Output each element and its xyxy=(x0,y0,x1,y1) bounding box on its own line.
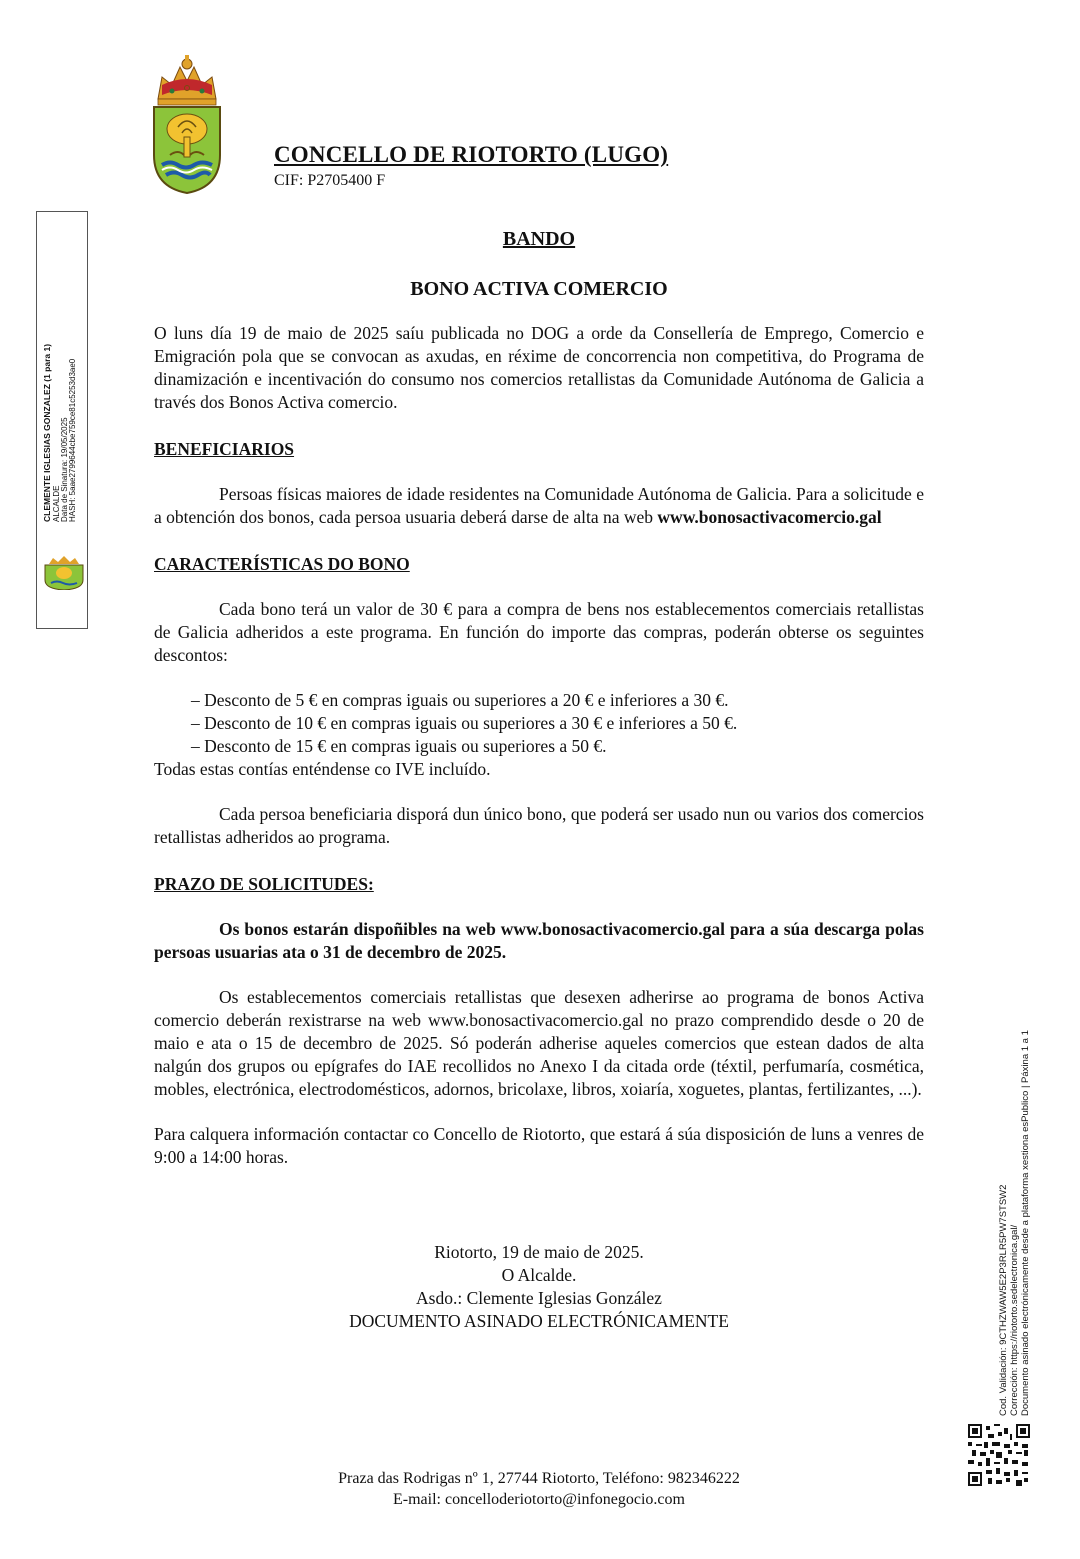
footer-address: Praza das Rodrigas nº 1, 27744 Riotorto, Teléfono: 982346222 xyxy=(338,1470,740,1487)
footer-email: E-mail: concelloderiotorto@infonegocio.com xyxy=(393,1491,685,1508)
prazo-bold-paragraph: Os bonos estarán dispoñibles na web www.bonosactivacomercio.gal para a súa descarga polas persoas usuarias ata o 31 de decembro de 2025. xyxy=(154,919,924,962)
qr-code-icon xyxy=(968,1424,1030,1486)
validation-note: Documento asinado electrónicamente desde a plataforma xestiona esPublico | Páxina 1 a 1 xyxy=(1020,1030,1031,1416)
prazo-heading: PRAZO DE SOLICITUDES: xyxy=(154,874,374,894)
coat-of-arms-logo xyxy=(148,55,226,195)
signed-by-line: Asdo.: Clemente Iglesias González xyxy=(416,1288,662,1308)
document-body xyxy=(154,322,924,1169)
document-subject-title: BONO ACTIVA COMERCIO xyxy=(410,278,668,300)
list-item: – Desconto de 15 € en compras iguais ou superiores a 50 €. xyxy=(191,736,607,756)
contact-paragraph: Para calquera información contactar co Concello de Riotorto, que estará á súa disposición de luns a venres de 9:00 a 14:00 horas. xyxy=(154,1124,924,1167)
list-item: – Desconto de 10 € en compras iguais ou superiores a 30 € e inferiores a 50 €. xyxy=(191,713,738,733)
signature-block xyxy=(154,1241,924,1333)
validation-url: Corrección: https://riotorto.sedelectronica.gal/ xyxy=(1009,1224,1020,1416)
list-item: – Desconto de 5 € en compras iguais ou superiores a 20 € e inferiores a 30 €. xyxy=(191,690,729,710)
intro-paragraph: O luns día 19 de maio de 2025 saíu publicada no DOG a orde da Consellería de Emprego, Comercio e Emigración pola que se convocan as axudas, en réxime de concorrencia non competitiva, do Programa de dinamización e incentivación do consumo nos comercios retallistas da Comunidade Autónoma de Galicia a través dos Bonos Activa comercio. xyxy=(154,323,924,412)
page-footer xyxy=(154,1468,924,1510)
electronic-signature-note: DOCUMENTO ASINADO ELECTRÓNICAMENTE xyxy=(349,1311,729,1331)
signer-role-line: O Alcalde. xyxy=(501,1265,577,1285)
single-bono-paragraph: Cada persoa beneficiaria disporá dun único bono, que poderá ser usado nun ou varios dos comercios retallistas adheridos ao programa. xyxy=(154,804,924,847)
web-link[interactable]: www.bonosactivacomercio.gal xyxy=(657,507,882,527)
place-date: Riotorto, 19 de maio de 2025. xyxy=(434,1242,644,1262)
signer-name: CLEMENTE IGLESIAS GONZALEZ (1 para 1) xyxy=(42,343,52,522)
document-type-title: BANDO xyxy=(502,228,576,250)
signer-role: ALCALDE xyxy=(52,485,61,522)
establishments-paragraph: Os establecementos comerciais retallistas que desexen adherirse ao programa de bonos Activa comercio deberán rexistrarse na web www.bonosactivacomercio.gal no prazo comprendido desde o 20 de maio e ata o 15 de decembro de 2025. Só poderán adherise aqueles comercios que estean dados de alta nalgún dos grupos ou epígrafes do IAE recollidos no Anexo I da citada orde (téxtil, perfumaría, cosmética, mobles, electrónica, electrodomésticos, adornos, bricolaxe, libros, xoiaría, xoguetes, plantas, fertilizantes, ...). xyxy=(154,987,924,1099)
municipality-title: CONCELLO DE RIOTORTO (LUGO) xyxy=(274,142,669,167)
signature-date: Data de Sinatura: 19/05/2025 xyxy=(60,417,69,522)
iva-note: Todas estas contías enténdense co IVE incluído. xyxy=(154,759,491,779)
validation-code: Cod. Validación: 9CTHZWAW5E2P3RLR5PW7STSW2 xyxy=(998,1184,1009,1416)
mini-coat-of-arms-icon xyxy=(41,556,87,590)
caracteristicas-heading: CARACTERÍSTICAS DO BONO xyxy=(154,554,410,574)
caracteristicas-paragraph: Cada bono terá un valor de 30 € para a compra de bens nos establecementos comerciais retallistas de Galicia adheridos a este programa. En función do importe das compras, poderán obterse os seguintes descontos: xyxy=(154,599,924,665)
cif-number: CIF: P2705400 F xyxy=(274,172,386,189)
beneficiarios-heading: BENEFICIARIOS xyxy=(154,439,295,459)
beneficiarios-paragraph: Persoas físicas maiores de idade residentes na Comunidade Autónoma de Galicia. Para a solicitude e a obtención dos bonos, cada persoa usuaria deberá darse de alta na web www.bonosactivacomercio.gal xyxy=(154,484,924,527)
signature-hash: HASH: 5aae2799644cbe759ce81c5253d3ae0 xyxy=(68,358,77,522)
discount-list xyxy=(154,689,924,758)
